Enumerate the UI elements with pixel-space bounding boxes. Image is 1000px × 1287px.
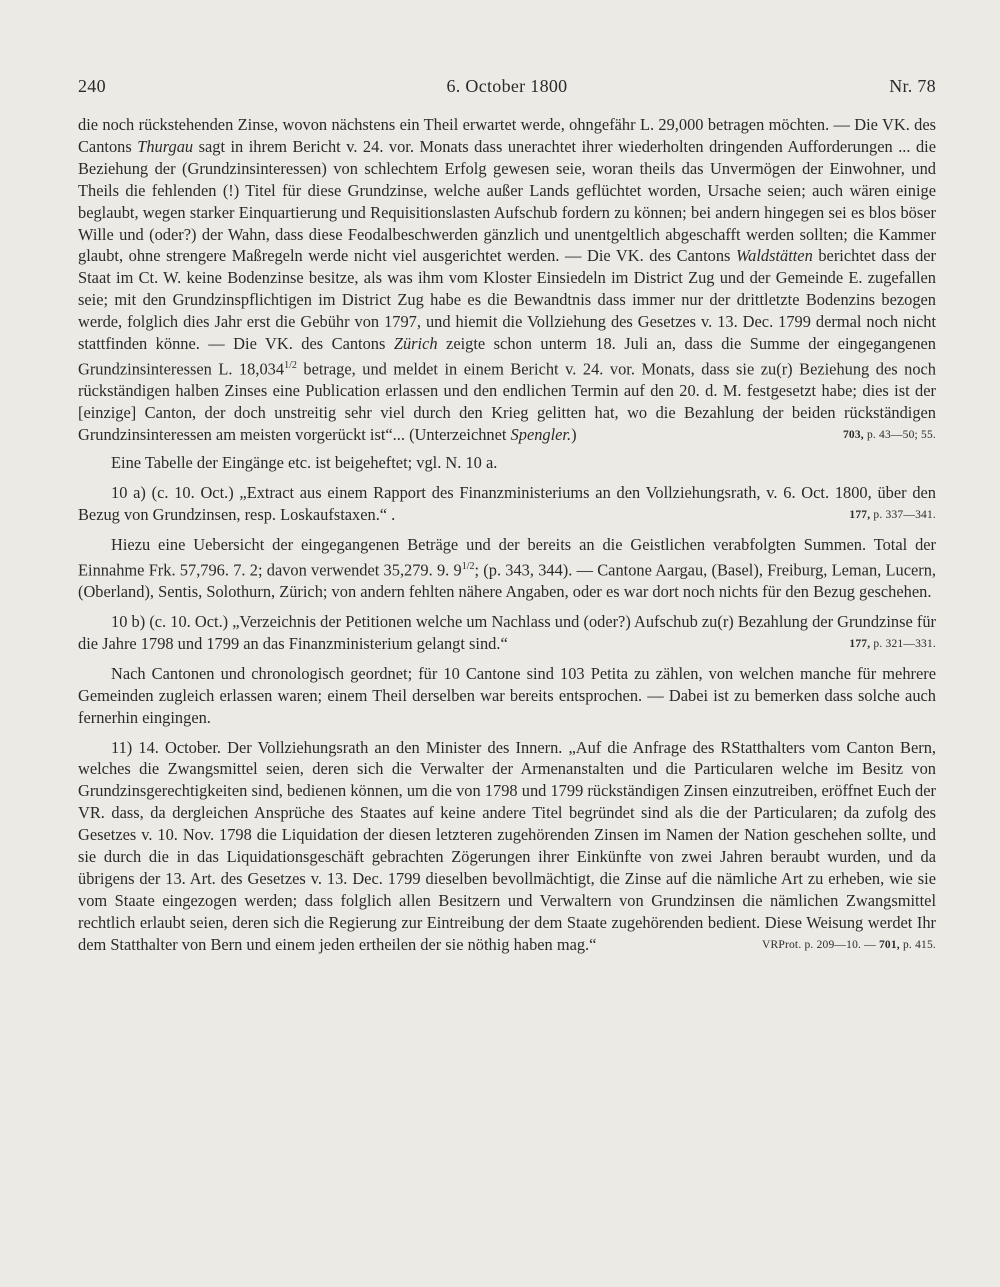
paragraph-continuation: die noch rückstehenden Zinse, wovon nächstens ein Theil erwartet werde, ohngefähr L. 29,000 betragen möchten. — Die VK. des Cantons Thurgau sagt in ihrem Bericht v. 24. vor. Monats dass unerachtet ihrer wiederholten dringenden Aufforderungen ... die Beziehung der (Grundzinsinteressen) von schlechtem Erfolg gewesen seie, woran theils das Unvermögen der Einwohner, und Theils die fehlenden (!) Titel für diese Grundzinse, welche außer Lands geflüchtet worden, Ursache seien; auch wären einige beglaubt, wegen starker Einquartierung und Requisitionslasten Aufschub fordern zu können; bei andern hingegen sei es blos böser Wille und (oder?) der Wahn, dass diese Feodalbeschwerden gänzlich und unentgeltlich abgeschafft werden sollten; die Kammer glaubt, ohne strengere Maßregeln werde nicht viel ausgerichtet werden. — Die VK. des Cantons Waldstätten berichtet dass der Staat im Ct. W. keine Bodenzinse besitze, als was ihm vom Kloster Einsiedeln im District Zug und der Gemeinde E. zugefallen seie; mit den Grundzinspflichtigen im District Zug habe es die Bewandtnis dass immer nur der drittletzte Bodenzins bezogen werde, folglich dies Jahr erst die Gebühr von 1797, und hiemit die Vollziehung des Gesetzes v. 13. Dec. 1799 dermal noch nicht stattfinden könne. — Die VK. des Cantons Zürich zeigte schon unterm 18. Juli an, dass die Summe der eingegangenen Grundzinsinteressen L. $18,034^{1/2}$ betrage, und meldet in einem Bericht v. 24. vor. Monats, dass sie zu(r) Beziehung des noch rückständigen halben Zinses eine Publication erlassen und den endlichen Termin auf den 20. d. M. festgesetzt habe; dies ist der [einzige] Canton, der doch unstreitig sehr viel durch den Krieg gelitten hat, wo die Bezahlung der beiden rückständigen Grundzinsinteressen am meisten vorgerückt ist“... (Unterzeichnet Spengler.) 703, p. 43—50; 55. xyxy=(78,115,937,445)
paragraph-summary-10a: Hiezu eine Uebersicht der eingegangenen Beträge und der bereits an die Geistlichen verabfolgten Summen. Total der Einnahme Frk. 57,796. 7. 2; davon verwendet 35,279. 9. $9^{1/2}$; (p. 343, 344). — Cantone Aargau, (Basel), Freiburg, Leman, Lucern, (Oberland), Sentis, Solothurn, Zürich; von andern fehlten nähere Angaben, oder es war dort noch nichts für den Bezug geschehen. xyxy=(78,534,937,602)
paragraph-11: 11) 14. October. Der Vollziehungsrath an den Minister des Innern. „Auf die Anfrage des RStatthalters vom Canton Bern, welches die Zwangsmittel seien, deren sich die Verwalter der Armenanstalten und die Particularen welche im Besitz von Grundzinsgerechtigkeiten sind, bedienen können, um die von 1798 und 1799 rückständigen Zinsen einzutreiben, eröffnet Euch der VR. dass, da dergleichen Ansprüche des Staates auf keine andere Titel begründet sind als die der Particularen; da zufolg des Gesetzes v. 10. Nov. 1798 die Liquidation der diesen letzteren zugehörenden Zinsen im Namen der Nation geschehen sollte, und sie durch die in das Liquidationsgeschäft gebrachten Zögerungen ihrer Einkünfte von zwei Jahren beraubt wurden, und da übrigens der 13. Art. des Gesetzes v. 13. Dec. 1799 dieselben bevollmächtigt, die Zinse auf die nämliche Art zu erheben, wie sie vom Staate eingezogen werden; dass folglich allen Besitzern und Verwaltern von Grundzinsen die nämlichen Zwangsmittel rechtlich erlaubt seien, deren sich die Regierung zur Eintreibung der dem Staate zugehörenden bedient. Diese Weisung werdet Ihr dem Statthalter von Bern und einem jeden ertheilen der sie nöthig haben mag.“ VRProt. p. 209—10. — 701, p. 415. xyxy=(78,737,936,954)
paragraph-10a: 10 a) (c. 10. Oct.) „Extract aus einem Rapport des Finanzministeriums an den Vollziehungsrath, v. 6. Oct. 1800, über den Bezug von Grundzinsen, resp. Loskaufstaxen.“ . 177, p. 337—341. xyxy=(78,482,936,524)
page-header xyxy=(78,76,936,102)
canton-name-thurgau: Thurgau xyxy=(137,136,194,156)
page-number: 240 xyxy=(78,76,106,96)
entry-number: Nr. 78 xyxy=(889,76,936,96)
signatory-name: Spengler. xyxy=(510,425,572,445)
source-reference: 177, p. 337—341. xyxy=(849,508,936,521)
source-reference: 703, p. 43—50; 55. xyxy=(842,429,936,442)
canton-name-zurich: Zürich xyxy=(393,334,438,354)
paragraph-10b: 10 b) (c. 10. Oct.) „Verzeichnis der Petitionen welche um Nachlass und (oder?) Aufschub zu(r) Bezahlung der Grundzinse für die Jahre 1798 und 1799 an das Finanzministerium gelangt sind.“ 177, p. 321—331. xyxy=(78,611,936,653)
paragraph-table-note: Eine Tabelle der Eingänge etc. ist beigeheftet; vgl. N. 10 a. xyxy=(111,453,498,473)
paragraph-summary-10b: Nach Cantonen und chronologisch geordnet; für 10 Cantone sind 103 Petita zu zählen, von welchen manche für mehrere Gemeinden zugleich erlassen waren; einem Theil derselben war bereits entsprochen. — Dabei ist zu bemerken dass solche auch fernerhin eingingen. xyxy=(78,663,936,727)
canton-name-waldstatten: Waldstätten xyxy=(735,246,813,266)
page-body xyxy=(78,114,936,956)
header-date: 6. October 1800 xyxy=(446,76,568,96)
source-reference: VRProt. p. 209—10. — 701, p. 415. xyxy=(761,938,936,951)
source-reference: 177, p. 321—331. xyxy=(849,637,936,650)
